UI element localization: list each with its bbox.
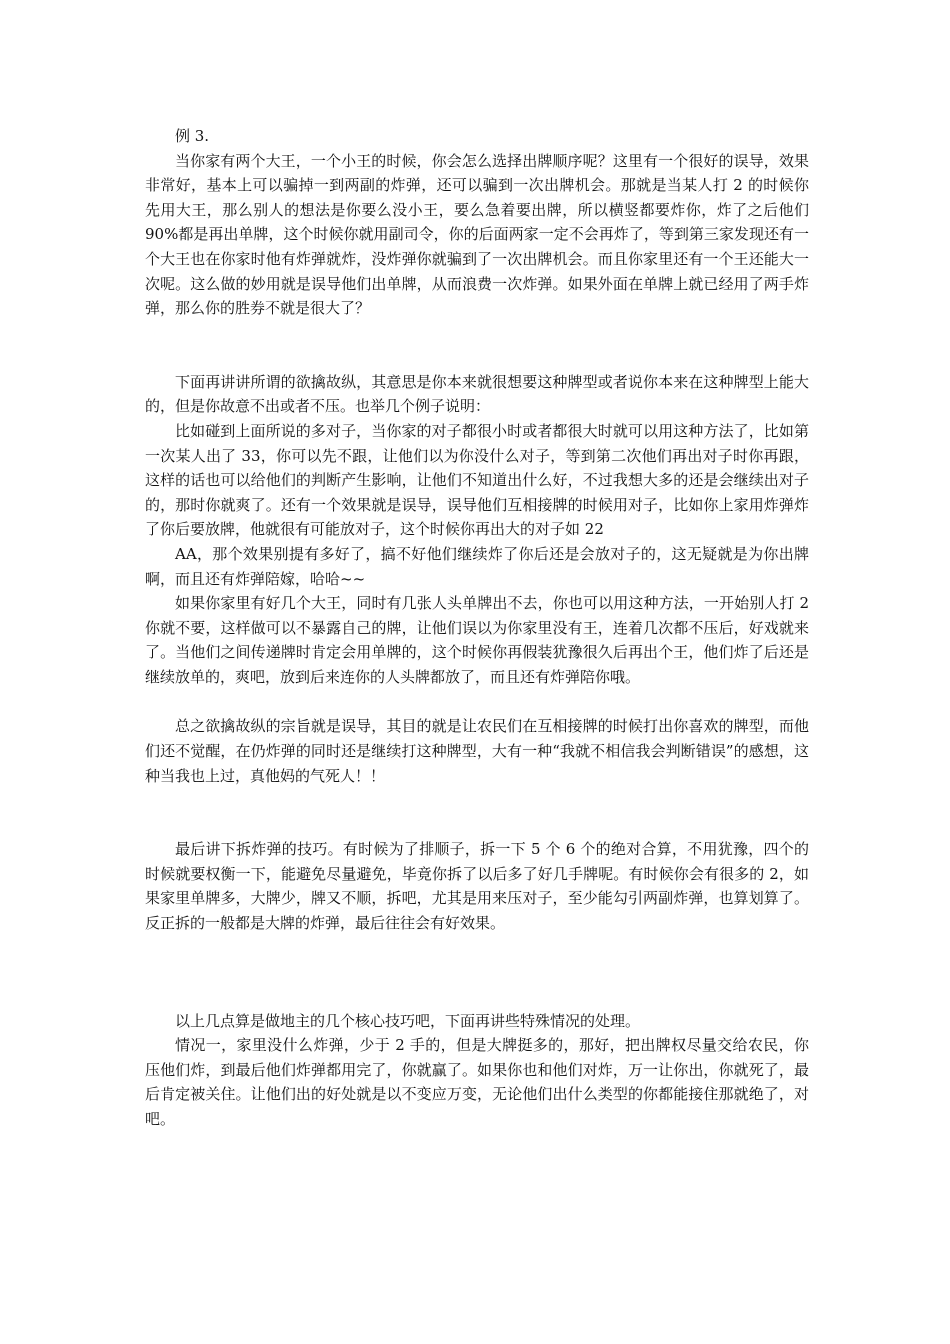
paragraph: 当你家有两个大王，一个小王的时候，你会怎么选择出牌顺序呢？这里有一个很好的误导，效果非常好，基本上可以骗掉一到两副的炸弹，还可以骗到一次出牌机会。那就是当某人打 2 的时候你先用大王，那么别人的想法是你要么没小王，要么急着要出牌，所以横竖都要炸你，炸了之后他们 90%都是再出单牌，这个时候你就用副司令，你的后面两家一定不会再炸了，等到第三家发现还有一个大王也在你家时他有炸弹就炸，没炸弹你就骗到了一次出牌机会。而且你家里还有一个王还能大一次呢。这么做的妙用就是误导他们出单牌，从而浪费一次炸弹。如果外面在单牌上就已经用了两手炸弹，那么你的胜券不就是很大了？ [145,151,809,318]
paragraph: 总之欲擒故纵的宗旨就是误导，其目的就是让农民们在互相接牌的时候打出你喜欢的牌型，而他们还不觉醒，在仍炸弹的同时还是继续打这种牌型，大有一种“我就不相信我会判断错误”的感想，这种当我也上过，真他妈的气死人！！ [145,717,809,785]
blank-space [145,788,809,837]
blank-space [145,936,809,1009]
paragraph: 以上几点算是做地主的几个核心技巧吧，下面再讲些特殊情况的处理。 [175,1011,641,1030]
blank-space [145,689,809,714]
paragraph: 最后讲下拆炸弹的技巧。有时候为了排顺子，拆一下 5 个 6 个的绝对合算，不用犹豫，四个的时候就要权衡一下，能避免尽量避免，毕竟你拆了以后多了好几手牌呢。有时候你会有很多的 2，如果家里单牌多，大牌少，牌又不顺，拆吧，尤其是用来压对子，至少能勾引两副炸弹，也算划算了。反正拆的一般都是大牌的炸弹，最后往往会有好效果。 [145,840,809,933]
paragraph: 下面再讲讲所谓的欲擒故纵，其意思是你本来就很想要这种牌型或者说你本来在这种牌型上能大的，但是你故意不出或者不压。也举几个例子说明： [145,372,809,416]
paragraph: 比如碰到上面所说的多对子，当你家的对子都很小时或者都很大时就可以用这种方法了，比如第一次某人出了 33，你可以先不跟，让他们以为你没什么对子，等到第二次他们再出对子时你再跟，这样的话也可以给他们的判断产生影响，让他们不知道出什么好，不过我想大多的还是会继续出对子的，那时你就爽了。还有一个效果就是误导，误导他们互相接牌的时候用对子，比如你上家用炸弹炸了你后要放牌，他就很有可能放对子，这个时候你再出大的对子如 22 [145,421,809,539]
document-body [145,124,809,1132]
paragraph: 情况一，家里没什么炸弹，少于 2 手的，但是大牌挺多的，那好，把出牌权尽量交给农民，你压他们炸，到最后他们炸弹都用完了，你就赢了。如果你也和他们对炸，万一让你出，你就死了，最后肯定被关住。让他们出的好处就是以不变应万变，无论他们出什么类型的你都能接住那就绝了，对吧。 [145,1036,809,1128]
blank-space [145,321,809,370]
example-heading: 例 3. [175,127,210,145]
paragraph: AA，那个效果别提有多好了，搞不好他们继续炸了你后还是会放对子的，这无疑就是为你出牌啊，而且还有炸弹陪嫁，哈哈~~ [145,544,809,588]
paragraph: 如果你家里有好几个大王，同时有几张人头单牌出不去，你也可以用这种方法，一开始别人打 2 你就不要，这样做可以不暴露自己的牌，让他们误以为你家里没有王，连着几次都不压后，好戏就来了。当他们之间传递牌时肯定会用单牌的，这个时候你再假装犹豫很久后再出个王，他们炸了后还是继续放单的，爽吧，放到后来连你的人头牌都放了，而且还有炸弹陪你哦。 [145,594,809,686]
